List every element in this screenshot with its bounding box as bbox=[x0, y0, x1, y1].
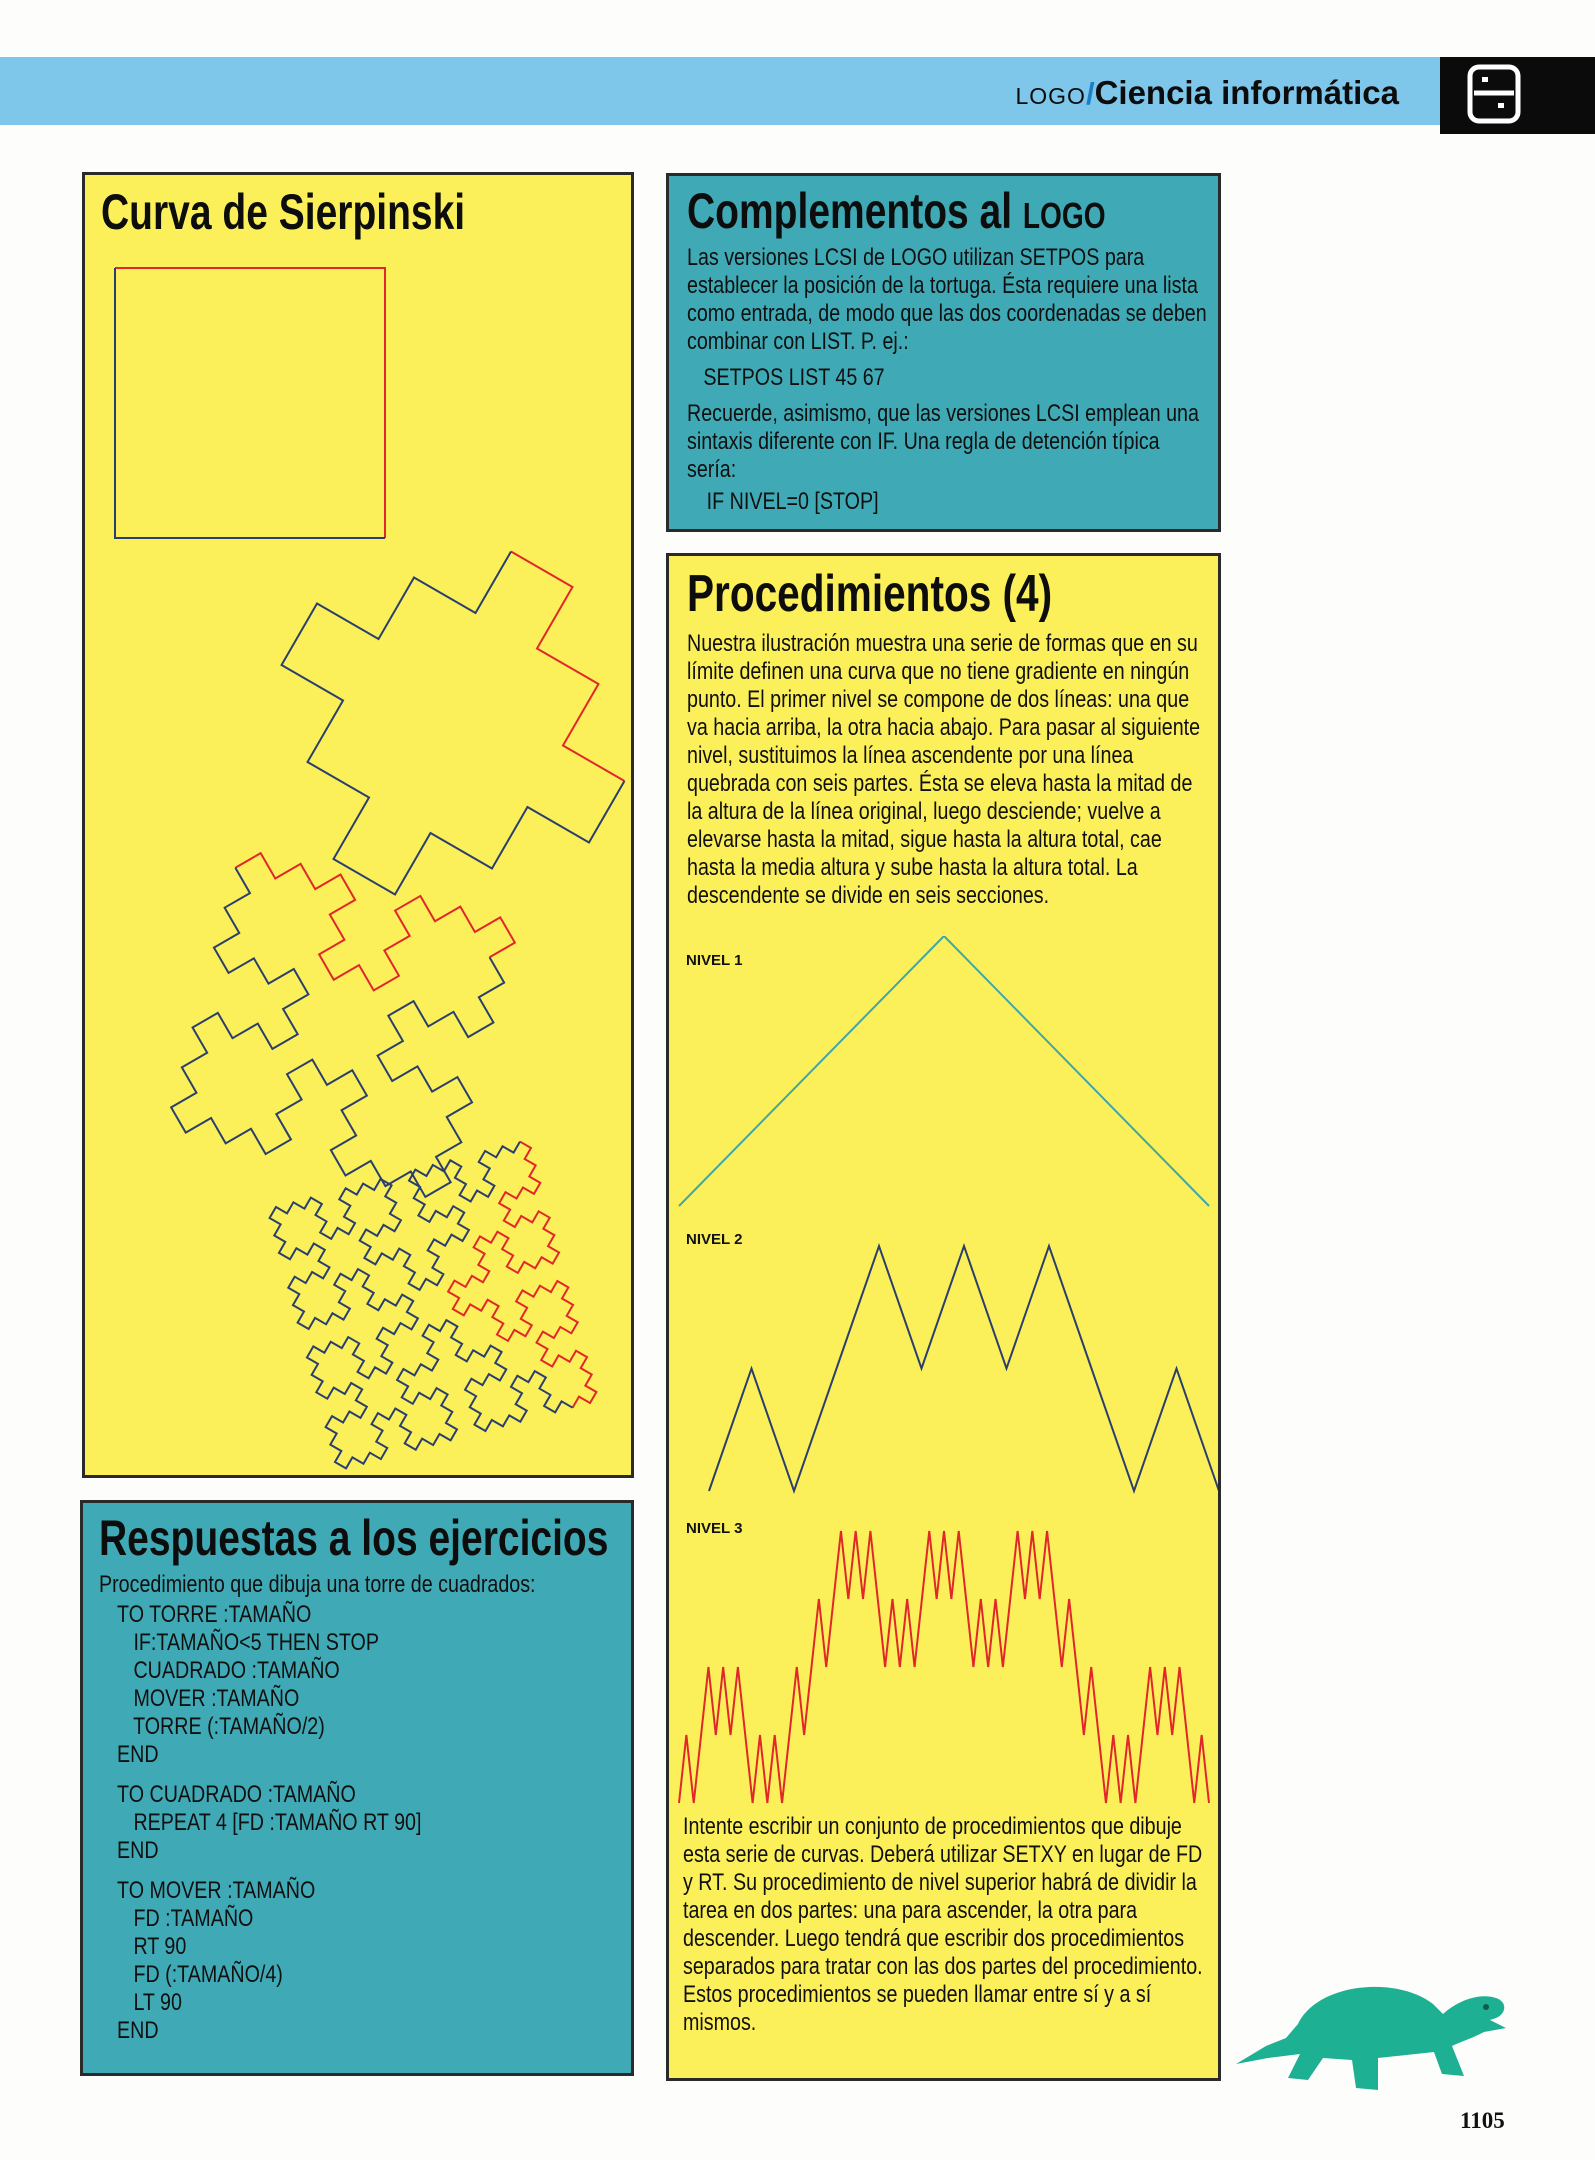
sierpinski-level-1-blue-part bbox=[115, 268, 385, 538]
code-line: TO MOVER :TAMAÑO bbox=[117, 1877, 316, 1904]
sierpinski-panel bbox=[82, 172, 634, 1478]
code-line: LT 90 bbox=[117, 1989, 182, 2016]
procedimientos-panel bbox=[666, 553, 1221, 2081]
code-line: REPEAT 4 [FD :TAMAÑO RT 90] bbox=[117, 1809, 422, 1836]
level-3-label: NIVEL 3 bbox=[686, 1520, 743, 1537]
sierpinski-level-2 bbox=[282, 552, 625, 895]
level-2-curve bbox=[709, 1246, 1218, 1491]
sierpinski-title: Curva de Sierpinski bbox=[101, 184, 466, 240]
complementos-paragraph-2: Recuerde, asimismo, que las versiones LCSI emplean una sintaxis diferente con IF. Una regla de detención típica sería: bbox=[687, 400, 1199, 483]
procedimientos-outro: Intente escribir un conjunto de procedimientos que dibuje esta serie de curvas. Deberá utilizar SETXY en lugar de FD y RT. Su procedimiento de nivel superior habrá de dividir la tarea en dos partes: una para ascender, la otra para descender. Luego tendrá que escribir dos procedimientos separados para tratar con las dos partes del procedimiento. Estos procedimientos se pueden llamar entre sí y a sí mismos. bbox=[683, 1813, 1203, 2036]
level-2-label: NIVEL 2 bbox=[686, 1231, 743, 1248]
sierpinski-level-3-red-part bbox=[235, 853, 515, 990]
header-prefix: LOGO bbox=[1015, 83, 1086, 109]
respuestas-intro: Procedimiento que dibuja una torre de cuadrados: bbox=[99, 1571, 536, 1598]
complementos-code-1: SETPOS LIST 45 67 bbox=[703, 364, 885, 391]
code-line: FD :TAMAÑO bbox=[117, 1905, 254, 1932]
page-number: 1105 bbox=[1460, 2108, 1505, 2133]
sierpinski-level-1-red-part bbox=[115, 268, 385, 538]
sierpinski-level-1 bbox=[115, 268, 385, 538]
header-separator: / bbox=[1085, 76, 1095, 111]
code-line: END bbox=[117, 2017, 159, 2044]
header-section: Ciencia informática bbox=[1094, 74, 1399, 111]
complementos-title bbox=[687, 182, 1106, 240]
code-line: IF:TAMAÑO<5 THEN STOP bbox=[117, 1629, 379, 1656]
respuestas-title: Respuestas a los ejercicios bbox=[99, 1510, 609, 1566]
sierpinski-level-4 bbox=[270, 1142, 597, 1469]
sierpinski-level-2-red-part bbox=[511, 552, 624, 781]
level-1-label: NIVEL 1 bbox=[686, 952, 743, 969]
complementos-title-logo: LOGO bbox=[1022, 195, 1106, 236]
sierpinski-level-3-blue-part bbox=[171, 868, 504, 1197]
complementos-panel bbox=[666, 173, 1221, 532]
code-line: TO TORRE :TAMAÑO bbox=[117, 1601, 312, 1628]
level-1-curve bbox=[679, 936, 1209, 1206]
code-line: RT 90 bbox=[117, 1933, 187, 1960]
code-line: CUADRADO :TAMAÑO bbox=[117, 1657, 340, 1684]
complementos-paragraph-1: Las versiones LCSI de LOGO utilizan SETPOS para establecer la posición de la tortuga. Ésta requiere una lista como entrada, de modo que las dos coordenadas se deben combinar con LIST. P. ej.: bbox=[687, 244, 1207, 355]
code-line: TORRE (:TAMAÑO/2) bbox=[117, 1713, 325, 1740]
code-line: END bbox=[117, 1837, 159, 1864]
code-line: FD (:TAMAÑO/4) bbox=[117, 1961, 283, 1988]
complementos-title-main: Complementos al bbox=[687, 183, 1023, 239]
sierpinski-level-2-blue-part bbox=[282, 552, 625, 895]
sierpinski-level-3 bbox=[171, 853, 515, 1197]
turtle-icon bbox=[1228, 1962, 1528, 2102]
code-line: MOVER :TAMAÑO bbox=[117, 1685, 300, 1712]
code-line: TO CUADRADO :TAMAÑO bbox=[117, 1781, 356, 1808]
computer-tab-icon bbox=[1440, 57, 1595, 134]
procedimientos-intro: Nuestra ilustración muestra una serie de formas que en su límite definen una curva que no tiene gradiente en ningún punto. El primer nivel se compone de dos líneas: una que va hacia arriba, la otra hacia abajo. Para pasar al siguiente nivel, sustituimos la línea ascendente por una línea quebrada con seis partes. Ésta se eleva hasta la mitad de la altura de la línea original, luego desciende; vuelve a elevarse hasta la mitad, sigue hasta la altura total, cae hasta la media altura y sube hasta la altura total. La descendente se divide en seis secciones. bbox=[687, 630, 1201, 909]
complementos-code-2: IF NIVEL=0 [STOP] bbox=[706, 488, 879, 515]
respuestas-panel bbox=[80, 1500, 634, 2076]
sierpinski-level-4-red-part bbox=[448, 1142, 596, 1408]
procedimientos-title: Procedimientos (4) bbox=[687, 565, 1053, 623]
code-line: END bbox=[117, 1741, 159, 1768]
sierpinski-figure bbox=[85, 255, 631, 1475]
level-3-curve bbox=[679, 1531, 1209, 1803]
section-header bbox=[1015, 74, 1399, 112]
